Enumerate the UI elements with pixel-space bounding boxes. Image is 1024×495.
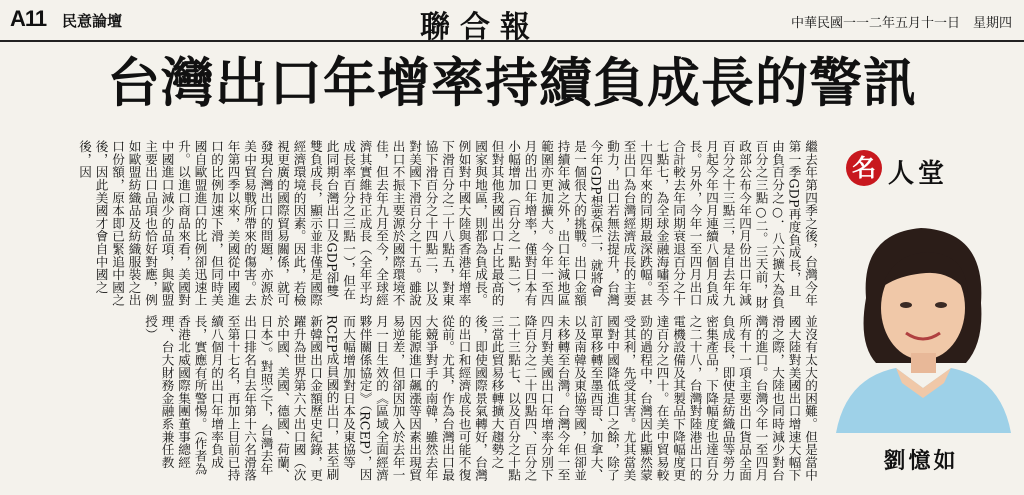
author-portrait <box>826 193 1016 433</box>
column-name: 人堂 <box>888 159 949 189</box>
article-headline: 台灣出口年增率持續負成長的警訊 <box>107 53 917 114</box>
article-paragraph-lower: 並沒有太大的困難。但是當中國大陸對美國出口增速大幅下滑之際，大陸也同時減少對台灣的進口。台灣今年一至四月所有十一項主要出口貨品全面負成長，即使是紡織品等勞力密集產品，下降幅度也達百分之二十八，台灣對陸港出口的電機設備及其製品下降幅度更達百分之四十。在美中貿易較勁的過程中，台灣因此顯然蒙受其利，先受其害。尤其當美國對中國降低進口之餘，除了訂單移轉至墨西哥、加拿大、以及南韓及東協等國，但卻並未移轉至台灣。台灣今年一至四月對美國出口年增率分別下降百分之二十四點四、百分之二十三點七、以及百分之十點三當此貿易移轉擴大趨勢之後，即使國際景氣轉好，台灣的出口和經濟成長也可能不復從前。尤其，作為台灣出口最大競爭對手的南韓，雖然去年因能源進口飆漲等因素出現貿易逆差，但卻因加入於去年一月一日生效的《區域全面經濟夥伴關係協定》（RCEP），因而大幅增加對日本及東協等RCEP成員國的出口，甚至刷新韓國出口金額歷史紀錄，更躍升為世界第六大出口國（次於中國、美國、德國、荷蘭、日本）。對照之下，台灣去年出口排名自去年第十六名滑落至第十七名，再加上目前已持續八個月的出口年增率負成長，實應有所警惕。（作者為香港北威國際集團董事總經理、台大財務金融系兼任教授） <box>143 315 818 482</box>
page-number: A11 <box>10 6 47 31</box>
article-text-lower <box>10 315 818 485</box>
column-label <box>846 150 1006 190</box>
article-paragraph-upper: 繼去年第四季之後，台灣今年第一季GDP再度負成長，且由負百分之○．八六擴大為負百分之三點○二。三天前，財政部公布今年四月份出口年減百分之十三點三，是自去年九月起今年四月連續八個月負成長。另外，今年一至四月出口合計較去年同期衰退百分之十七點七，為全球金融海嘯至今十四年來的同期最深跌幅。甚至出口為台灣經濟成長的主要動力，出口若無法提升，台灣今年GDP想要保二，就將會是一個很大的挑戰。出口金額持續年減之外，出口年減地區範圍亦更加擴大。今年一至四月的出口年增率，僅對日本有小幅增加（百分之一點二），但對其他我國出口占比最高的國家與地區，則都為負成長。例如對中國大陸與香港年增率下滑百分之二十八點五，對東協下滑百分之十四點二，以及對美國下滑百分之十五。雖說出口不振主要源於國際環境不佳，但去年九月至今，全球經濟其實維持正成長（全年平均成長率百分之三點一），但在此同期台灣出口及GDP卻雙雙負成長，顯示並非僅是國際經濟環境的因素。因此，若檢視更廣的國際貿易關係，就可發現台灣出口的問題，亦源於美中貿易戰所帶來的傷害。去年第四季以來，美國從中國進口的比例加速下滑，但同時美國自歐盟進口的比例卻迅速上升。以進口商品來看，美國對中國進口減少的品項，與歐盟主要出口品項也恰好對應，例如歐盟紡織品及紡織服裝之出口份額，原本即已緊追中國之後，因此美國才會自中國之後，因 <box>77 140 818 309</box>
article-text-upper <box>10 140 818 310</box>
page-header <box>0 0 1024 45</box>
section-name: 民意論壇 <box>62 12 123 30</box>
newspaper-masthead: 聯合報 <box>420 10 540 45</box>
author-name: 劉憶如 <box>883 449 959 474</box>
article-body <box>10 140 818 485</box>
column-badge: 名 <box>846 150 882 186</box>
column-sidebar <box>826 148 1016 488</box>
issue-date: 中華民國一一二年五月十一日 星期四 <box>790 16 1012 31</box>
